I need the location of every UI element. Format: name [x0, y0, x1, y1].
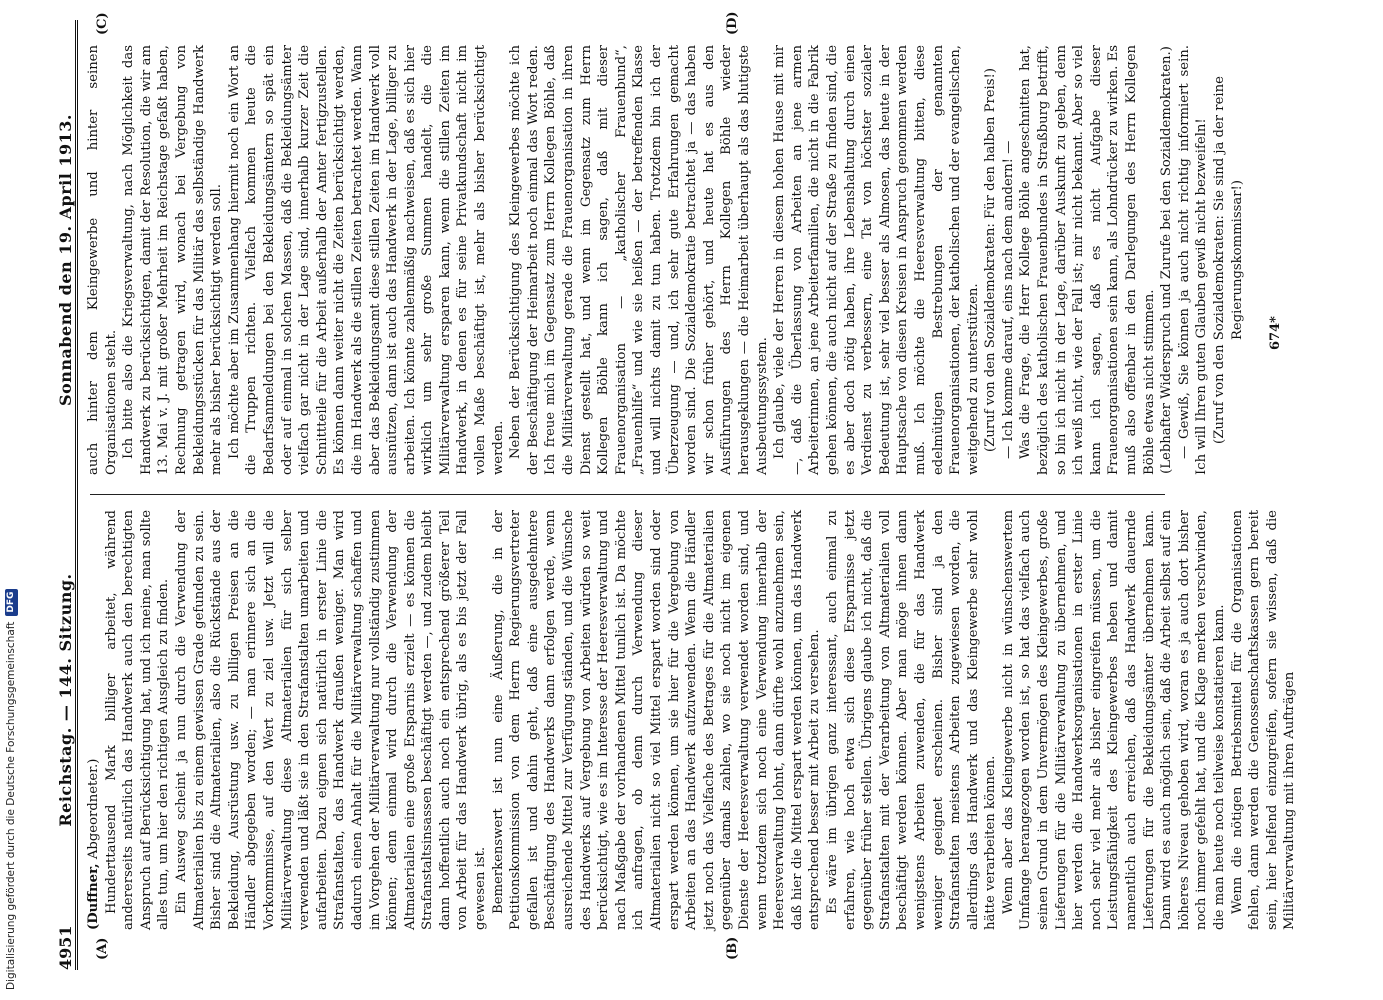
interjection: (Zuruf von den Sozialdemokraten: Für den halben Preis!): [983, 68, 999, 452]
paragraph: Ein Ausweg scheint ja nun durch die Verwendung der Altmaterialien bis zu einem gewissen Grade gefunden zu sein. Bisher sind die Altmaterialien, also die Rückstände aus der Bekleidung, Ausrüstung usw. zu billigen Preisen an die Händler abgegeben worden; — man erinnere sich an die Vorkommnisse, auf den Wert zu ziel usw. Jetzt will die Militärverwaltung diese Altmaterialien für sich selber verwenden und läßt sie in den Strafanstalten umarbeiten und aufarbeiten. Dazu eignen sich natürlich in erster Linie die Strafanstalten, das Handwerk draußen weniger. Man wird dadurch einen Anhalt für die Militärverwaltung schaffen und im Vorgehen der Militärverwaltung nur vollständig zustimmen können; denn einmal wird durch die Verwendung der Altmaterialien eine große Ersparnis erzielt — es können die Strafanstaltsinsassen beschäftigt werden —, und zudem bleibt dann hoffentlich auch noch ein entsprechend größerer Teil von Arbeit für das Handwerk übrig, als es bis jetzt der Fall gewesen ist.: [173, 510, 489, 930]
dfg-logo: DFG: [5, 589, 18, 616]
speaker-name: (Duffner,: [86, 863, 101, 930]
margin-marker-c: (C): [95, 12, 110, 35]
paragraph: auch hinter dem Kleingewerbe und hinter seinen Organisationen steht.: [86, 45, 119, 475]
paragraph: Wenn die nötigen Betriebsmittel für die Organisationen fehlen, dann werden die Genossenschaftskassen gern bereit sein, hier helfend einzugreifen, sofern sie wissen, daß die Militärverwaltung mit ihren Aufträgen: [1229, 510, 1298, 930]
page-header: [35, 20, 78, 970]
paragraph: Wenn aber das Kleingewerbe nicht in wünschenswertem Umfange herangezogen worden ist, so hat das vielfach auch seinen Grund in dem Unvermögen des Kleingewerbes, große Lieferungen für die Militärverwaltung zu übernehmen, und hier werden die Handwerksorganisationen in erster Linie noch sehr viel mehr als bisher eingreifen müssen, um die Leistungsfähigkeit des Kleingewerbes heben und damit namentlich auch erreichen, daß das Handwerk dauernde Lieferungen für die Bekleidungsämter übernehmen kann. Dann wird es auch möglich sein, daß die Arbeit selbst auf ein höheres Niveau gehoben wird, woran es ja auch dort bisher noch immer gefehlt hat, und die Klage merken verschwinden, die man heute noch teilweise konstatieren kann.: [1000, 510, 1227, 930]
sheet-signature: 674*: [1268, 316, 1283, 350]
margin-marker-d: (D): [725, 11, 740, 35]
column-divider: [90, 494, 1165, 495]
interjection: (Lebhafter Widerspruch und Zurufe bei den Sozialdemokraten.): [1159, 46, 1175, 474]
margin-marker-b: (B): [725, 936, 740, 960]
session-date: Sonnabend den 19. April 1913.: [56, 114, 75, 406]
paragraph: Ich möchte aber im Zusammenhang hiermit noch ein Wort an die Truppen richten. Vielfach kommen heute die Bedarfsanmeldungen bei den Bekleidungsämtern so spät ein oder auf einmal in solchen Massen, daß die Bekleidungsämter vielfach gar nicht in der Lage sind, innerhalb kurzer Zeit die Schnittteile für die Arbeit außerhalb der Amter fertigzustellen. Es können dann weiter nicht die Zeiten berücksichtigt werden, die im Handwerk als die stillen Zeiten betrachtet werden. Wann aber das Bekleidungsamt diese stillen Zeiten im Handwerk voll ausnützen, dann ist auch das Handwerk in der Lage, billiger zu arbeiten. Ich könnte zahlenmäßig nachweisen, daß es sich hier wirklich um sehr große Summen handelt, die die Militärverwaltung ersparen kann, wenn die stillen Zeiten im Handwerk, in denen es für seine Privatkundschaft nicht im vollen Maße beschäftigt ist, mehr als bisher berücksichtigt werden.: [226, 45, 506, 475]
paragraph: — Gewiß, Sie können ja auch nicht richtig informiert sein. Ich will Ihren guten Glauben gewiß nicht bezweifeln!: [1176, 45, 1210, 475]
paragraph: Hunderttausend Mark billiger arbeitet, während andererseits natürlich das Handwerk auch den berechtigten Anspruch auf Berücksichtigung hat, und ich meine, man sollte alles tun, um hier den richtigen Ausgleich zu finden.: [103, 510, 172, 930]
right-text-column: [85, 45, 1255, 475]
session-title: Reichstag. — 144. Sitzung.: [56, 573, 75, 827]
paragraph: Bemerkenswert ist nun eine Äußerung, die in der Petitionskommission von dem Herrn Regierungsvertreter gefallen ist und dahin geht, daß eine ausgedehntere Beschäftigung des Handwerks dann erfolgen werde, wenn ausreichende Mittel zur Verfügung ständen, und die Wünsche des Handwerks auf Vergebung von Arbeiten würden so weit berücksichtigt, wie es im Interesse der Heeresverwaltung und nach Maßgabe der vorhandenen Mittel tunlich ist. Da möchte ich anfragen, ob denn durch Verwendung dieser Altmaterialien nicht so viel Mittel erspart worden sind oder erspart werden können, um sie hier für die Vergebung von Arbeiten an das Handwerk aufzuwenden. Wenn die Händler jetzt noch das Vielfache des Betrages für die Altmaterialien gegenüber damals zahlen, wo sie noch nicht im eigenen Dienste der Heeresverwaltung verwendet worden sind, und wenn trotzdem sich noch eine Verwendung innerhalb der Heeresverwaltung lohnt, dann dürfte wohl anzunehmen sein, daß hier die Mittel erspart werden können, um das Handwerk entsprechend besser mit Arbeit zu versehen.: [490, 510, 823, 930]
paragraph: Was die Frage, die Herr Kollege Böhle angeschnitten hat, bezüglich des katholischen Frauenbundes in Straßburg betrifft, so bin ich nicht in der Lage, darüber Auskunft zu geben, denn ich weiß nicht, wie der Fall ist; mir nicht bekannt. Aber so viel kann ich sagen, daß es nicht Aufgabe dieser Frauenorganisationen sein kann, als Lohndrücker zu wirken. Es muß also offenbar in den Darlegungen des Herrn Kollegen Böhle etwas nicht stimmen.: [1018, 45, 1157, 475]
page-number: 4951: [56, 925, 75, 970]
paragraph: Ich glaube, viele der Herren in diesem hohen Hause mit mir —, daß die Überlassung von Arbeiten an jene armen Arbeiterinnen, an jene Arbeiterfamilien, die nicht in die Fabrik gehen können, die auch nicht auf der Straße zu finden sind, die es aber doch nötig haben, ihre Lebenshaltung durch einen Verdienst zu verbessern, eine Tat von höchster sozialer Bedeutung ist, sehr viel besser als Almosen, das heute in der Hauptsache von diesen Kreisen in Anspruch genommen werden muß. Ich möchte die Heeresverwaltung bitten, diese edelmütigen Bestrebungen der genannten Frauenorganisationen, der katholischen und der evangelischen, weitgehend zu unterstützen.: [772, 45, 981, 475]
paragraph: Es wäre im übrigen ganz interessant, auch einmal zu erfahren, wie hoch etwa sich diese Ersparnisse jetzt gegenüber früher stellen. Übrigens glaube ich nicht, daß die Strafanstalten mit der Verarbeitung von Altmaterialien voll beschäftigt werden können. Aber man möge ihnen dann wenigstens Arbeiten zuwenden, die für das Handwerk weniger geeignet erscheinen. Bisher sind ja den Strafanstalten meistens Arbeiten zugewiesen worden, die allerdings das Handwerk und das Kleingewerbe sehr wohl hätte verarbeiten können.: [824, 510, 999, 930]
speaker-role: Abgeordneter.): [86, 758, 101, 860]
scanned-page: [35, 0, 1298, 1000]
left-text-column: [85, 510, 1298, 930]
margin-marker-a: (A): [95, 937, 110, 960]
paragraph: Neben der Berücksichtigung des Kleingewerbes möchte ich der Beschäftigung der Heimarbeit noch einmal das Wort reden. Ich freue mich im Gegensatz zum Herrn Kollegen Böhle, daß die Militärverwaltung gerade die Frauenorganisation in ihren Dienst gestellt hat, und wenn im Gegensatz zum Herrn Kollegen Böhle kann ich sagen, daß mit dieser Frauenorganisation — „katholischer Frauenbund“, „Frauenhilfe“ und wie sie heißen — der betreffenden Klasse und will nichts damit zu tun haben. Trotzdem bin ich der Überzeugung — und, ich sehr gute Erfahrungen gemacht worden sind. Die Sozialdemokratie betrachtet ja — das haben wir schon früher gehört, und heute hat es aus den Ausführungen des Herrn Kollegen Böhle wieder herausgeklungen — die Heimarbeit überhaupt als das blutigste Ausbeutungssystem.: [508, 45, 770, 475]
credit-strip: [2, 10, 20, 990]
speaker-line: [85, 510, 103, 930]
interjection: (Zuruf von den Sozialdemokraten: Sie sind ja der reine Regierungskommissar!): [1212, 76, 1245, 444]
paragraph: — Ich komme darauf, eins nach dem andern! —: [1000, 140, 1016, 459]
paragraph: Ich bitte also die Kriegsverwaltung, nach Möglichkeit das Handwerk zu berücksichtigen, damit der Resolution, die wir am 13. Mai v. J. mit großer Mehrheit im Reichstage gefaßt haben, Rechnung getragen wird, wonach bei Vergebung von Bekleidungsstücken für das Militär das selbständige Handwerk mehr als bisher berücksichtigt werden soll.: [121, 45, 225, 475]
credit-line: Digitalisierung gefördert durch die Deutsche Forschungsgemeinschaft: [5, 621, 17, 990]
